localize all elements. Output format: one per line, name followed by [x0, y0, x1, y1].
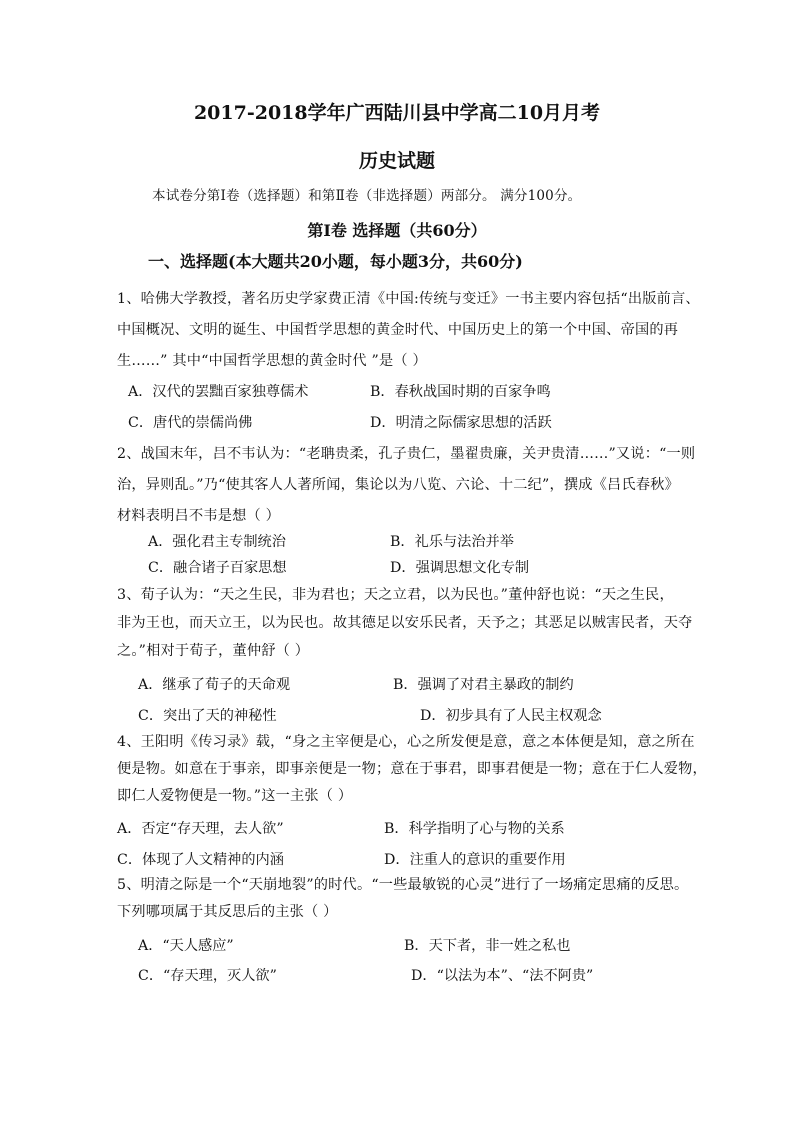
- option-c: C．体现了人文精神的内涵: [117, 852, 284, 868]
- question-line: 即仁人爱物便是一物。”这一主张（ ）: [117, 788, 353, 804]
- question-line: 生……” 其中“中国哲学思想的黄金时代 ”是（ ）: [117, 353, 427, 369]
- option-d: D．注重人的意识的重要作用: [384, 852, 566, 868]
- option-b: B．春秋战国时期的百家争鸣: [370, 384, 551, 400]
- question-line: 之。”相对于荀子，董仲舒（ ）: [117, 643, 310, 659]
- exam-title: 2017-2018学年广西陆川县中学高二10月月考: [193, 102, 601, 124]
- question-line: 4、王阳明《传习录》载，“身之主宰便是心，心之所发便是意，意之本体便是知，意之所在: [117, 734, 695, 750]
- option-c: C．“存天理，灭人欲”: [138, 968, 277, 984]
- question-line: 便是物。如意在于事亲，即事亲便是一物；意在于事君，即事君便是一物；意在于仁人爱物，: [117, 761, 707, 777]
- option-d: D．强调思想文化专制: [390, 560, 530, 576]
- option-d: D．“以法为本”、“法不阿贵”: [411, 968, 594, 984]
- option-c: C．融合诸子百家思想: [148, 560, 287, 576]
- question-line: 5、明清之际是一个“天崩地裂”的时代。“一些最敏锐的心灵”进行了一场痛定思痛的反思。: [117, 877, 689, 893]
- option-a: A．强化君主专制统治: [148, 534, 286, 550]
- question-line: 材料表明吕不韦是想（ ）: [117, 508, 280, 524]
- option-d: D．初步具有了人民主权观念: [420, 708, 602, 724]
- question-line: 1、哈佛大学教授，著名历史学家费正清《中国:传统与变迁》一书主要内容包括“出版前言、: [117, 291, 700, 307]
- question-line: 中国概况、文明的诞生、中国哲学思想的黄金时代、中国历史上的第一个中国、帝国的再: [117, 322, 679, 338]
- option-a: A．继承了荀子的天命观: [138, 677, 291, 693]
- option-a: A．“天人感应”: [138, 938, 234, 954]
- option-c: C．突出了天的神秘性: [138, 708, 277, 724]
- exam-subtitle: 历史试题: [358, 150, 435, 172]
- part1-heading: 第Ⅰ卷 选择题（共60分）: [307, 221, 487, 240]
- option-a: A．汉代的罢黜百家独尊儒术: [128, 384, 309, 400]
- question-line: 治，异则乱。”乃“使其客人人著所闻，集论以为八览、六论、十二纪”，撰成《吕氏春秋》: [117, 477, 679, 493]
- option-b: B．科学指明了心与物的关系: [384, 821, 565, 837]
- exam-intro: 本试卷分第Ⅰ卷（选择题）和第Ⅱ卷（非选择题）两部分。 满分100分。: [152, 188, 582, 204]
- question-line: 下列哪项属于其反思后的主张（ ）: [117, 904, 338, 920]
- option-b: B．强调了对君主暴政的制约: [393, 677, 574, 693]
- section-heading: 一、选择题(本大题共20小题，每小题3分，共60分): [148, 252, 523, 271]
- question-line: 2、战国末年，吕不韦认为：“老聃贵柔，孔子贵仁，墨翟贵廉，关尹贵清……”又说：“一则: [117, 446, 696, 462]
- question-line: 非为王也，而天立王，以为民也。故其德足以安乐民者，天予之；其恶足以贼害民者，天夺: [117, 615, 693, 631]
- option-c: C．唐代的崇儒尚佛: [128, 415, 253, 431]
- option-b: B．礼乐与法治并举: [390, 534, 514, 550]
- option-d: D．明清之际儒家思想的活跃: [370, 415, 552, 431]
- option-a: A．否定“存天理，去人欲”: [117, 821, 284, 837]
- question-line: 3、荀子认为：“天之生民，非为君也；天之立君，以为民也。”董仲舒也说：“天之生民，: [117, 587, 674, 603]
- option-b: B．天下者，非一姓之私也: [404, 938, 571, 954]
